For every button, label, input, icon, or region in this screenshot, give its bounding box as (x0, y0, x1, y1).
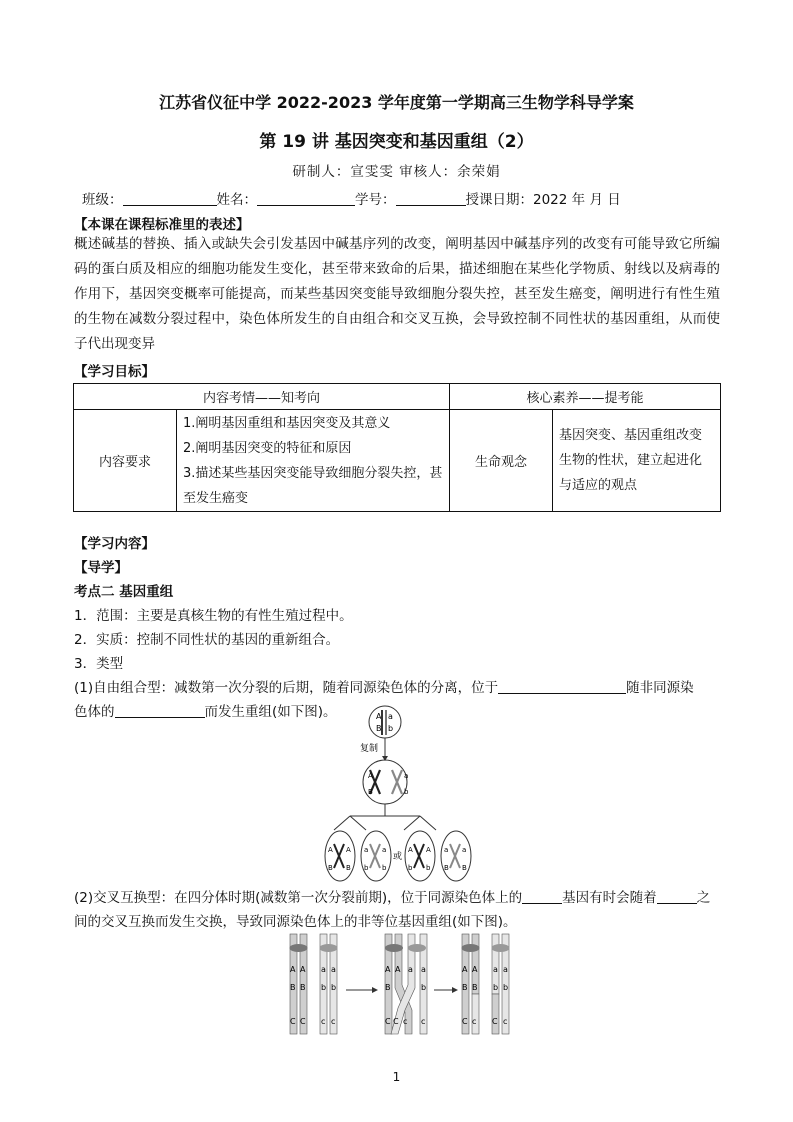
svg-text:A: A (300, 965, 306, 974)
type1-line2 (74, 700, 337, 720)
svg-text:b: b (382, 864, 387, 872)
svg-text:b: b (321, 983, 327, 992)
type1-blank-2[interactable] (115, 703, 205, 718)
guide-heading: 【导学】 (74, 560, 128, 576)
svg-text:b: b (426, 864, 431, 872)
svg-text:B: B (462, 864, 467, 872)
svg-text:A: A (426, 846, 431, 854)
type2-line2: 间的交叉互换而发生交换，导致同源染色体上的非等位基因重组(如下图)。 (74, 914, 517, 930)
name-field[interactable] (257, 191, 355, 206)
type1-blank-1[interactable] (498, 679, 626, 694)
class-label: 班级： (82, 192, 123, 208)
id-field[interactable] (396, 191, 466, 206)
svg-text:B: B (462, 983, 468, 992)
type2-blank-1[interactable] (522, 889, 562, 904)
authors-line: 研制人：宣雯雯 审核人：余荣娟 (292, 164, 501, 180)
goal-item: 1.阐明基因重组和基因突变及其意义 (183, 415, 391, 431)
meiosis-cell (363, 760, 409, 804)
svg-text:B: B (376, 724, 382, 733)
goals-col1-header: 内容考情——知考向 (74, 384, 450, 410)
copy-label: 复制 (360, 744, 379, 754)
point-2: 2．实质：控制不同性状的基因的重新组合。 (74, 632, 340, 648)
svg-text:C: C (492, 1017, 498, 1026)
svg-text:a: a (331, 965, 336, 974)
type1-text-a: (1)自由组合型：减数第一次分裂的后期，随着同源染色体的分离，位于 (74, 680, 499, 696)
svg-text:a: a (421, 965, 426, 974)
topic-heading: 考点二 基因重组 (74, 584, 174, 600)
svg-text:a: a (388, 712, 393, 721)
point-1: 1．范围：主要是真核生物的有性生殖过程中。 (74, 608, 353, 624)
goals-row-label: 内容要求 (74, 410, 177, 512)
svg-text:B: B (385, 983, 391, 992)
daughter-cell (361, 831, 391, 881)
literacy-text: 基因突变、基因重组改变生物的性状，建立起进化与适应的观点 (553, 410, 721, 512)
svg-text:A: A (472, 965, 478, 974)
svg-text:B: B (444, 864, 449, 872)
svg-text:c: c (331, 1017, 336, 1026)
svg-text:b: b (421, 983, 427, 992)
svg-text:b: b (388, 724, 394, 733)
literacy-label: 生命观念 (450, 410, 553, 512)
tetrad-before (290, 934, 338, 1034)
svg-text:C: C (462, 1017, 468, 1026)
svg-text:B: B (368, 788, 373, 796)
svg-text:A: A (408, 846, 413, 854)
svg-text:a: a (462, 846, 467, 854)
standard-text: 概述碱基的替换、插入或缺失会引发基因中碱基序列的改变，阐明基因中碱基序列的改变有可能导致它所编码的蛋白质及相应的细胞功能发生变化，甚至带来致命的后果，描述细胞在某些化学物质、射线以及病毒的作用下，基因突变概率可能提高，而某些基因突变能导致细胞分裂失控，甚至发生癌变，阐明进行有性生殖的生物在减数分裂过程中，染色体所发生的自由组合和交叉互换，会导致控制不同性状的基因重组，从而使子代出现变异 (74, 236, 720, 352)
svg-text:b: b (404, 788, 409, 796)
svg-text:C: C (385, 1017, 391, 1026)
class-field[interactable] (123, 191, 217, 206)
type2-text-c: 之 (696, 890, 711, 906)
svg-text:a: a (444, 846, 449, 854)
svg-text:B: B (290, 983, 296, 992)
svg-text:a: a (503, 965, 508, 974)
type2-text-a: (2)交叉互换型：在四分体时期(减数第一次分裂前期)，位于同源染色体上的 (74, 890, 523, 906)
svg-text:c: c (321, 1017, 326, 1026)
svg-text:B: B (346, 864, 351, 872)
type2-line1 (74, 886, 710, 906)
svg-text:c: c (421, 1017, 426, 1026)
svg-text:b: b (331, 983, 337, 992)
svg-text:A: A (290, 965, 296, 974)
svg-text:c: c (472, 1017, 477, 1026)
point-3: 3．类型 (74, 656, 124, 672)
svg-text:a: a (404, 772, 409, 780)
svg-text:B: B (328, 864, 333, 872)
type2-text-b: 基因有时会随着 (562, 890, 657, 906)
goals-col2-header: 核心素养——提考能 (450, 384, 721, 410)
svg-text:B: B (300, 983, 306, 992)
svg-text:A: A (462, 965, 468, 974)
type2-blank-2[interactable] (657, 889, 697, 904)
svg-text:C: C (300, 1017, 306, 1026)
lesson-subtitle: 第 19 讲 基因突变和基因重组（2） (259, 132, 534, 152)
svg-text:A: A (395, 965, 401, 974)
svg-text:A: A (346, 846, 351, 854)
daughter-cell (405, 831, 435, 881)
student-info-line (82, 188, 621, 208)
daughter-cell (441, 831, 471, 881)
svg-text:a: a (321, 965, 326, 974)
svg-text:b: b (408, 864, 413, 872)
page-number: 1 (392, 1070, 401, 1084)
svg-text:A: A (385, 965, 391, 974)
goals-items (177, 410, 450, 512)
daughter-cells-figure (322, 828, 472, 884)
crossing-over-figure (280, 930, 520, 1040)
name-label: 姓名： (216, 192, 257, 208)
goals-heading: 【学习目标】 (74, 364, 155, 380)
svg-text:b: b (364, 864, 369, 872)
svg-text:A: A (328, 846, 333, 854)
svg-text:C: C (393, 1017, 399, 1026)
svg-text:A: A (376, 712, 382, 721)
svg-text:A: A (368, 772, 373, 780)
goal-item: 3.描述某些基因突变能导致细胞分裂失控，甚至发生癌变 (183, 465, 443, 506)
svg-text:C: C (290, 1017, 296, 1026)
standard-heading: 【本课在课程标准里的表述】 (74, 217, 250, 233)
type1-text-b: 随非同源染 (626, 680, 694, 696)
svg-text:b: b (503, 983, 509, 992)
tetrad-crossing (385, 934, 427, 1034)
goals-table (73, 383, 721, 512)
svg-text:c: c (503, 1017, 508, 1026)
type1-line1 (74, 676, 694, 696)
goal-item: 2.阐明基因突变的特征和原因 (183, 440, 352, 456)
or-label: 或 (393, 852, 403, 862)
type1-text-d: 而发生重组(如下图)。 (204, 704, 337, 720)
tetrad-after (462, 934, 510, 1034)
svg-text:a: a (408, 965, 413, 974)
id-label: 学号： (355, 192, 396, 208)
svg-text:a: a (493, 965, 498, 974)
type1-text-c: 色体的 (74, 704, 115, 720)
svg-text:b: b (493, 983, 499, 992)
date-label: 授课日期：2022 年 月 日 (465, 192, 621, 208)
content-heading: 【学习内容】 (74, 536, 155, 552)
page-title: 江苏省仪征中学 2022-2023 学年度第一学期高三生物学科导学案 (159, 93, 634, 112)
svg-text:c: c (403, 1017, 408, 1026)
svg-text:a: a (364, 846, 369, 854)
svg-text:B: B (472, 983, 478, 992)
svg-text:a: a (382, 846, 387, 854)
parent-cell (369, 706, 401, 738)
daughter-cell (325, 831, 355, 881)
